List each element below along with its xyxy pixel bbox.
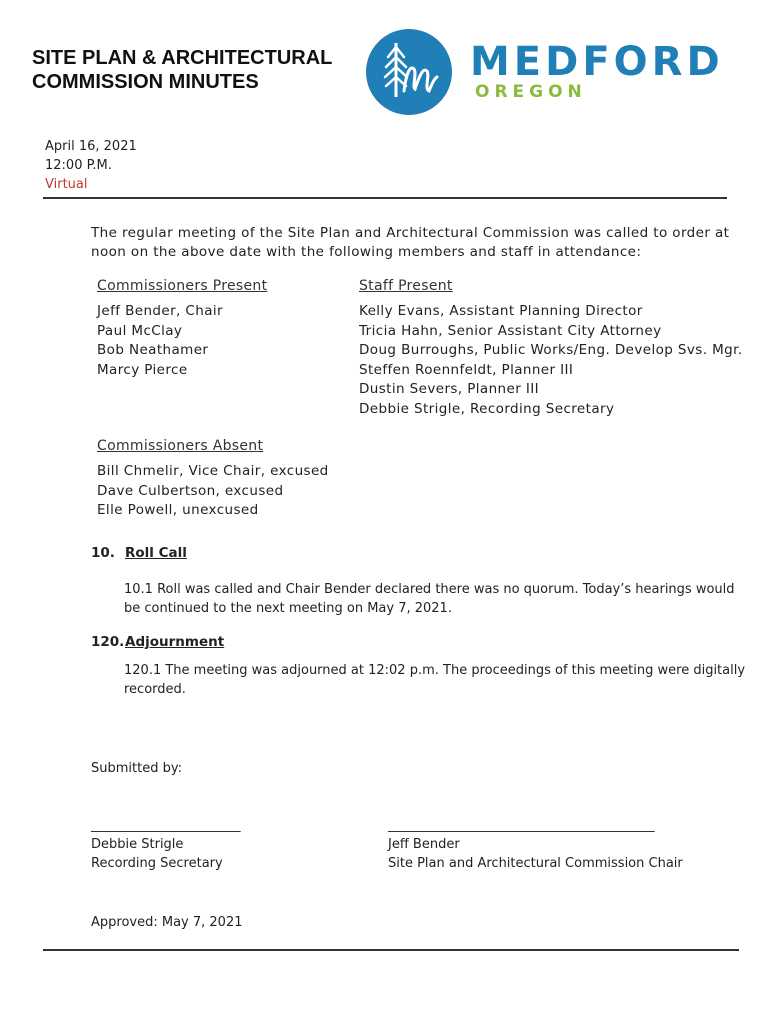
section-line-1: 120.1 The meeting was adjourned at 12:02 p.m. The proceedings of this meeting were digitally [124,663,746,678]
meeting-date: April 16, 2021 [45,139,137,154]
section-line-2: be continued to the next meeting on May 7, 2021. [124,601,452,616]
section-title-roll-call: Roll Call [125,545,187,561]
section-line-2: recorded. [124,682,186,697]
list-item: Tricia Hahn, Senior Assistant City Attorney [359,322,662,339]
signature-line: _______________________ [91,818,241,833]
commissioners-absent-heading: Commissioners Absent [97,438,264,454]
staff-present-heading: Staff Present [359,278,453,294]
document-title [32,46,332,94]
list-item: Dave Culbertson, excused [97,482,284,499]
logo-subtitle: OREGON [475,82,587,102]
section-number: 120. [91,634,125,650]
left-signature-block [91,816,241,873]
section-number: 10. [91,545,115,561]
intro-line-1: The regular meeting of the Site Plan and Architectural Commission was called to order at [91,225,730,241]
commissioners-absent-list [97,462,329,521]
list-item: Paul McClay [97,322,183,339]
approved-date: Approved: May 7, 2021 [91,915,243,930]
signer-title: Site Plan and Architectural Commission Chair [388,856,683,871]
medford-logo-icon [366,29,452,115]
logo-name: MEDFORD [470,39,724,85]
submitted-by-label: Submitted by: [91,761,182,776]
list-item: Doug Burroughs, Public Works/Eng. Develop Svs. Mgr. [359,342,743,358]
intro-paragraph [91,224,729,262]
title-line-2: COMMISSION MINUTES [32,71,259,93]
commissioners-present-list [97,302,223,380]
list-item: Kelly Evans, Assistant Planning Director [359,303,643,319]
list-item: Jeff Bender, Chair [97,303,223,319]
meeting-time: 12:00 P.M. [45,158,112,173]
commissioners-present-heading: Commissioners Present [97,278,268,294]
section-title-adjournment: Adjournment [125,634,225,650]
signer-title: Recording Secretary [91,856,223,871]
signer-name: Jeff Bender [388,837,460,852]
list-item: Debbie Strigle, Recording Secretary [359,400,615,417]
title-line-1: SITE PLAN & ARCHITECTURAL [32,47,333,69]
list-item: Bill Chmelir, Vice Chair, excused [97,463,329,479]
staff-present-list [359,302,743,419]
signature-line: _________________________________________ [388,818,655,833]
list-item: Dustin Severs, Planner III [359,381,539,397]
section-body-adjournment [124,661,745,699]
list-item: Bob Neathamer [97,342,209,358]
section-line-1: 10.1 Roll was called and Chair Bender declared there was no quorum. Today’s hearings would [124,582,735,597]
signer-name: Debbie Strigle [91,837,184,852]
meeting-location: Virtual [45,177,88,192]
list-item: Elle Powell, unexcused [97,502,259,518]
intro-line-2: noon on the above date with the following members and staff in attendance: [91,244,642,260]
footer-divider [43,949,739,951]
list-item: Marcy Pierce [97,361,188,378]
header-divider [43,197,727,199]
right-signature-block [388,816,683,873]
list-item: Steffen Roennfeldt, Planner III [359,361,574,378]
section-body-roll-call [124,580,735,618]
